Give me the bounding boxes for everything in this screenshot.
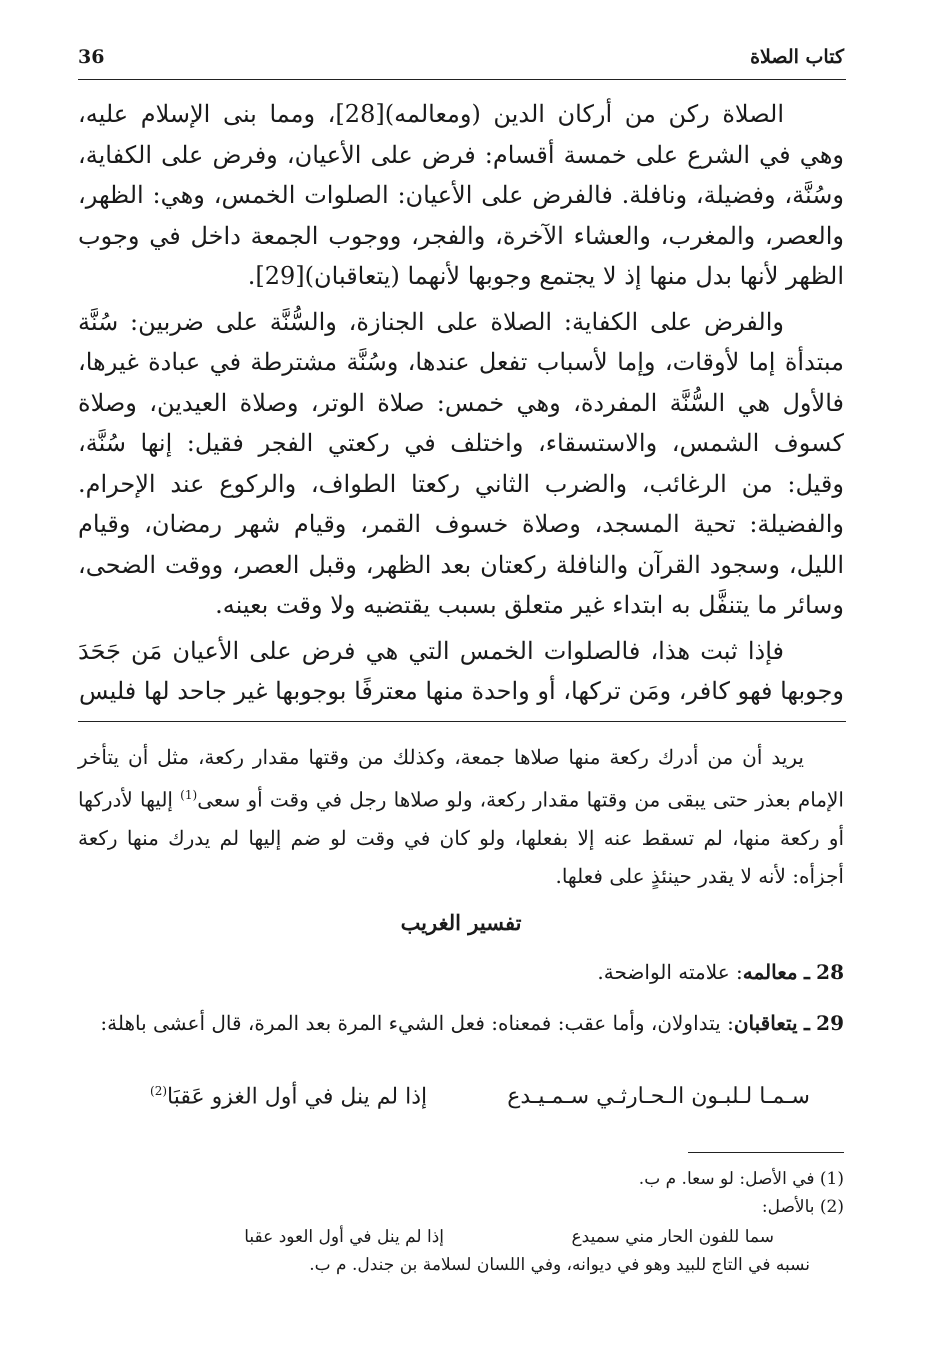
glossary-entry-definition: : يتداولان، وأما عقب: فمعناه: فعل الشيء المرة بعد المرة، قال أعشى باهلة: xyxy=(100,1011,734,1035)
page-header xyxy=(78,40,844,80)
glossary-entry-term: يتعاقبان xyxy=(733,1011,798,1035)
footnote-2-label: (2) بالأصل: xyxy=(761,1197,844,1217)
main-paragraph: والفرض على الكفاية: الصلاة على الجنازة، والسُّنَّة على ضربين: سُنَّة مبتدأة إما لأوقات، وإما لأسباب تفعل عندها، وسُنَّة مشترطة في عبادة غيرها، فالأول هي السُّنَّة المفردة، وهي خمس: صلاة الوتر، وصلاة العيدين، وصلاة كسوف الشمس، والاستسقاء، واختلف في ركعتي الفجر فقيل: إنها سُنَّة، وقيل: من الرغائب، والضرب الثاني ركعتا الطواف، والركوع عند الإحرام. والفضيلة: تحية المسجد، وصلاة خسوف القمر، وقيام شهر رمضان، وقيام الليل، وسجود القرآن والنافلة ركعتان بعد الظهر، وقبل العصر، ووقت الضحى، وسائر ما يتنفَّل به ابتداء غير متعلق بسبب يقتضيه ولا وقت بعينه. xyxy=(78,307,845,619)
glossary-entry-dash: ـ xyxy=(803,960,810,984)
commentary-text-end: إليها لأدركها أو ركعة منها، لم تسقط عنه إلا بفعلها، ولو كان في وقت لو ضم إليها لم يدرك منها ركعة أجزأه: لأنه لا يقدر حينئذٍ على فعلها. xyxy=(78,787,844,888)
footnote-marker-1: (1) xyxy=(180,788,198,802)
footnote-2-verse xyxy=(78,1223,774,1251)
footnote-verse-first: سما للفون الحار مني سميدع xyxy=(571,1227,774,1247)
footnote-2-attribution: نسبه في التاج للبيد وهو في ديوانه، وفي اللسان لسلامة بن جندل. م ب. xyxy=(309,1255,810,1275)
glossary-entry-dash: ـ xyxy=(803,1011,810,1035)
footnote-marker-2: (2) xyxy=(150,1084,168,1098)
commentary-divider xyxy=(78,721,846,722)
commentary-paragraph xyxy=(78,738,844,895)
footnote-1: (1) في الأصل: لو سعا. م ب. xyxy=(638,1169,844,1189)
commentary xyxy=(78,738,844,895)
verse-second-hemistich-wrap xyxy=(150,1084,427,1109)
verse-second-hemistich: إذا لم ينل في أول الغزو عَقبَا xyxy=(167,1084,428,1110)
poetry-verse xyxy=(150,1084,810,1124)
glossary-entry-number: 28 xyxy=(816,960,844,984)
glossary-entry-definition: : علامته الواضحة. xyxy=(597,960,743,984)
glossary-entry xyxy=(78,1006,844,1040)
glossary-heading: تفسير الغريب xyxy=(400,910,522,935)
running-title: كتاب الصلاة xyxy=(750,46,844,68)
glossary-entry-term: معالمه xyxy=(742,960,798,984)
page-number: 36 xyxy=(78,46,105,68)
footnote-divider xyxy=(688,1152,844,1153)
commentary-text-start: يريد أن من أدرك ركعة منها صلاها جمعة، وكذلك من وقتها مقدار ركعة، مثل أن يتأخر الإمام بعذر حتى يبقى من وقتها مقدار ركعة، ولو صلاها رجل في وقت أو سعى xyxy=(78,745,844,812)
glossary-entry xyxy=(78,955,844,989)
header-rule xyxy=(78,79,846,80)
glossary-entry-number: 29 xyxy=(816,1011,844,1035)
footnote-verse-second: إذا لم ينل في أول العود عقبا xyxy=(244,1227,444,1247)
main-paragraph: فإذا ثبت هذا، فالصلوات الخمس التي هي فرض على الأعيان مَن جَحَدَ وجوبها فهو كافر، ومَن تركها، أو واحدة منها معترفًا بوجوبها غير جاحد لها فليس xyxy=(78,636,844,705)
main-paragraph: الصلاة ركن من أركان الدين (ومعالمه)[28]، ومما بنى الإسلام عليه، وهي في الشرع على خمسة أقسام: فرض على الأعيان، وفرض على الكفاية، وسُنَّة، وفضيلة، ونافلة. فالفرض على الأعيان: الصلوات الخمس، وهي: الظهر، والعصر، والمغرب، والعشاء الآخرة، والفجر، ووجوب الجمعة داخل في وجوب الظهر لأنها بدل منها إذ لا يجتمع وجوبها لأنهما (يتعاقبان)[29]. xyxy=(78,100,844,290)
main-text xyxy=(78,94,844,712)
verse-first-hemistich: سـمـا لـلبـون الـحـارثـي سـمـيـدع xyxy=(507,1084,810,1109)
footnotes xyxy=(78,1165,844,1279)
